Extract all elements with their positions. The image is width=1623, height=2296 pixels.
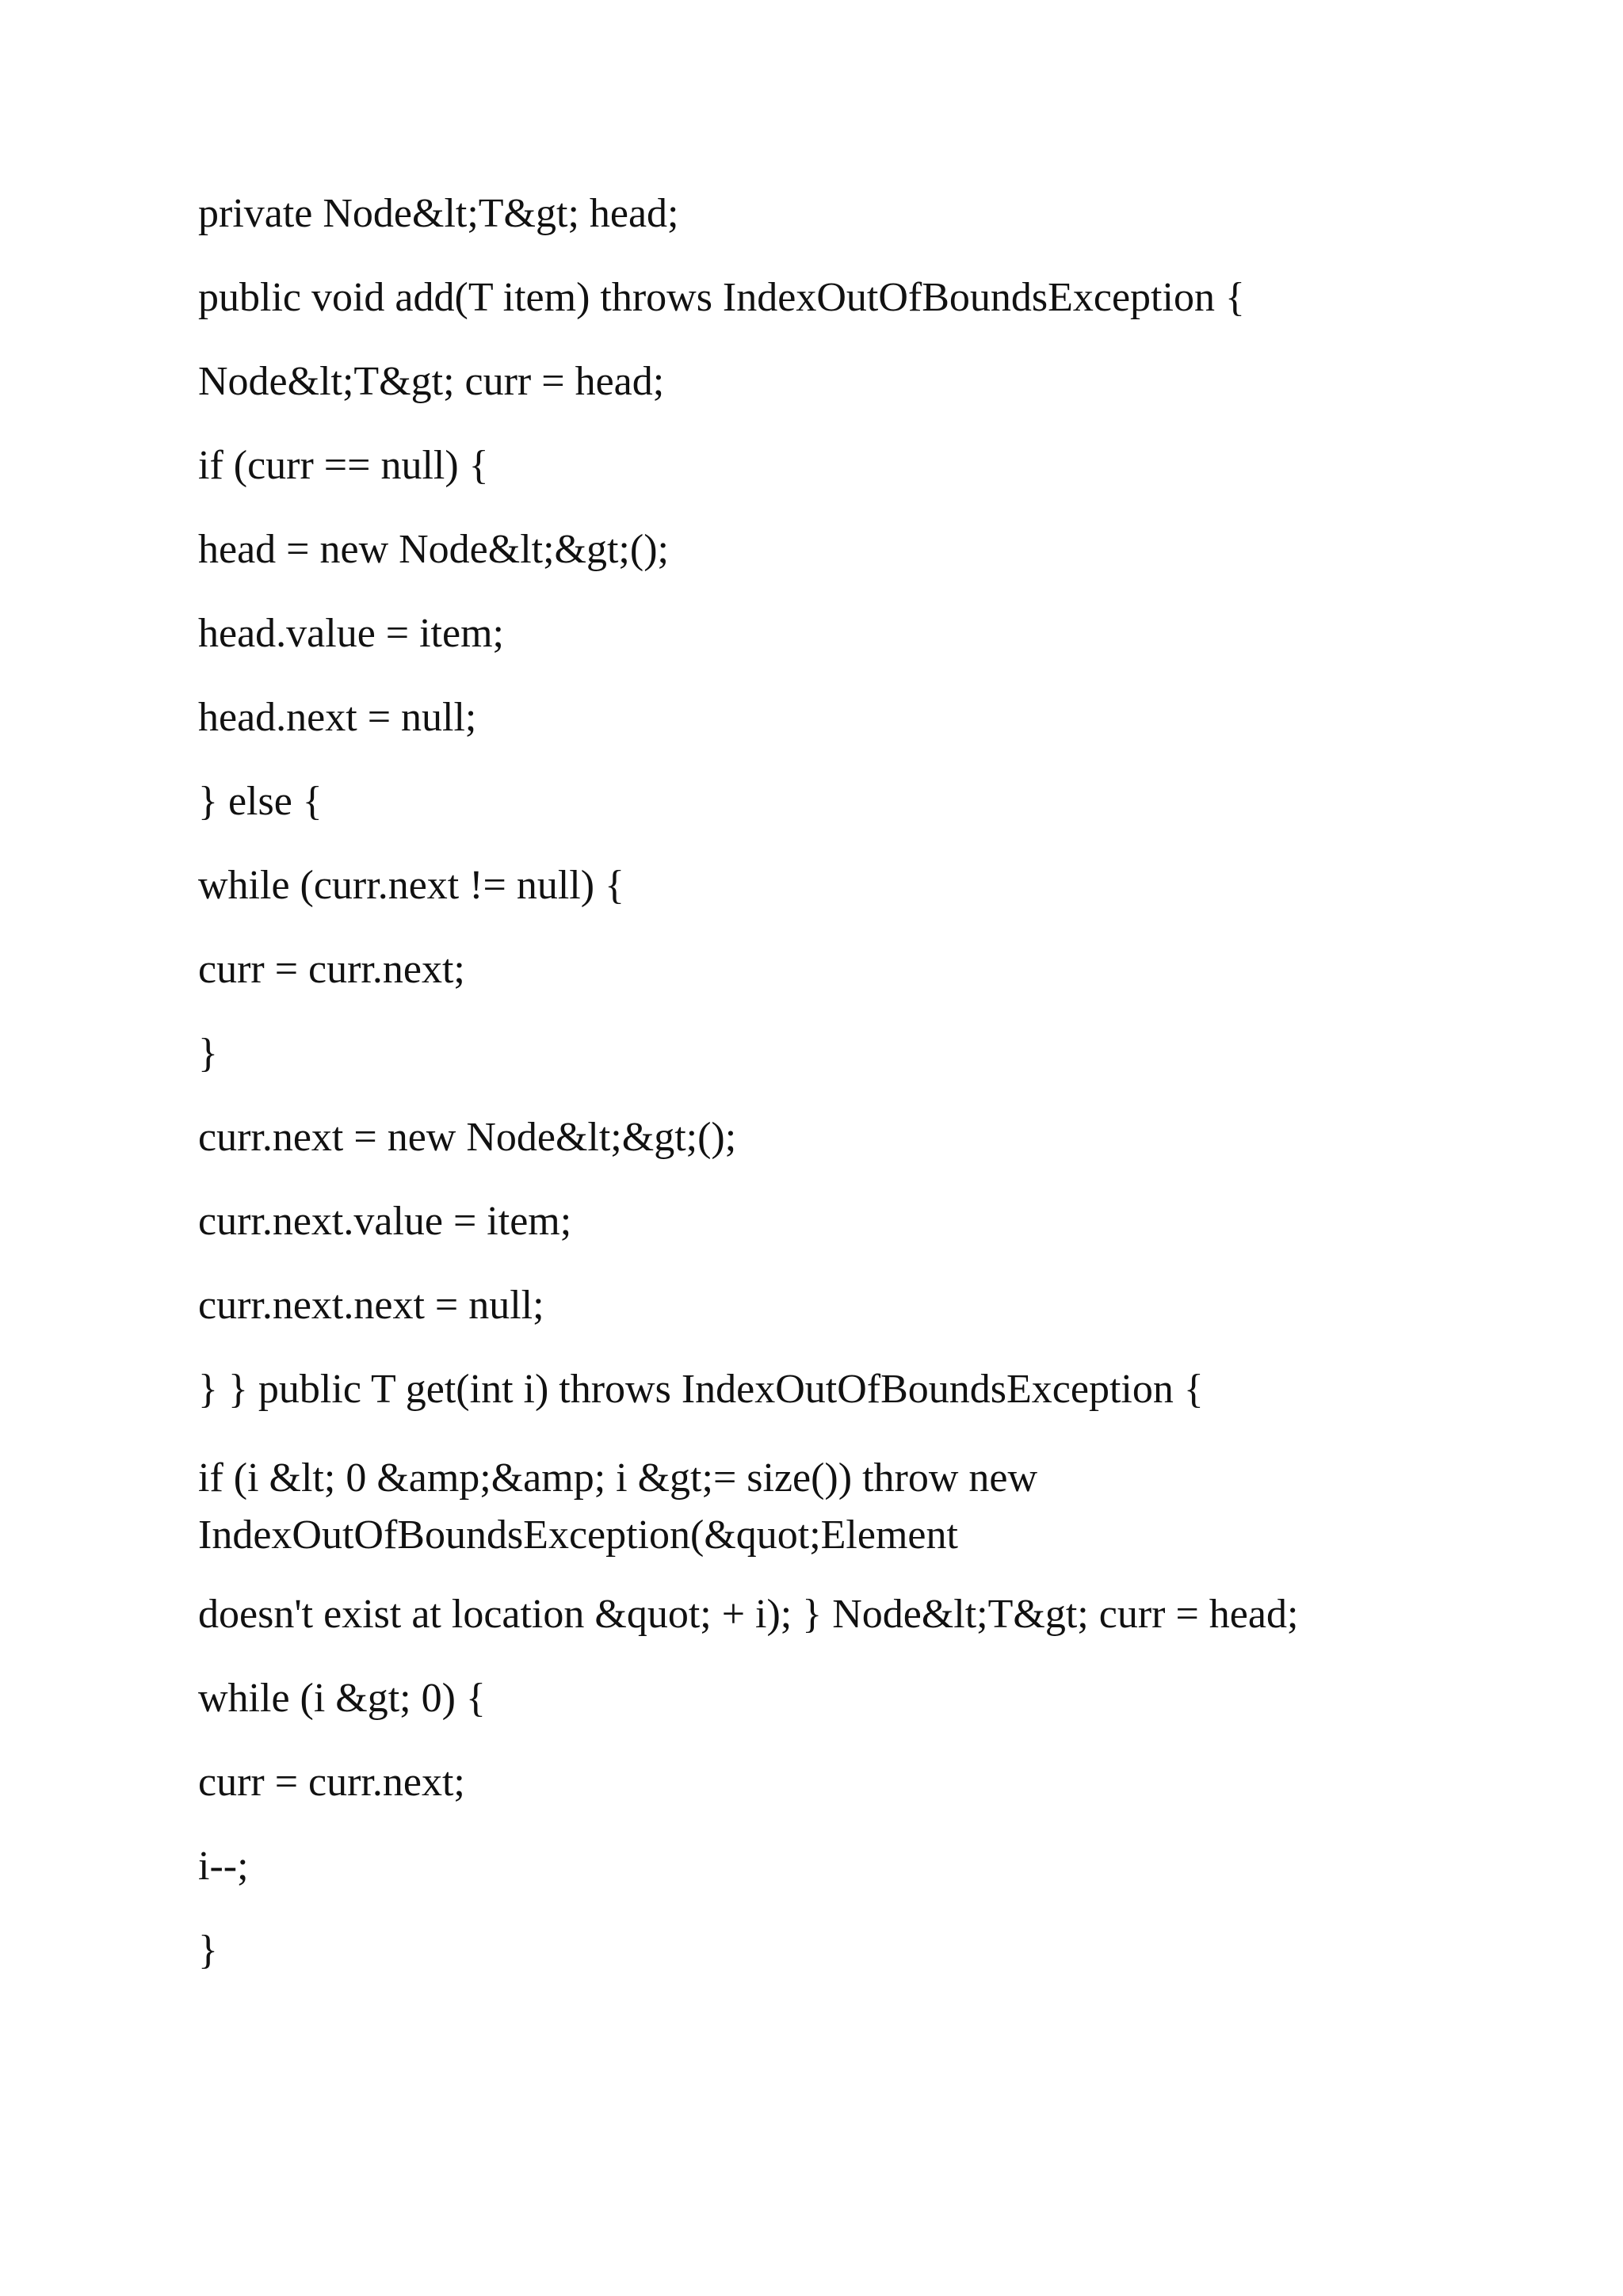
- code-line: head = new Node&lt;&gt;();: [198, 527, 669, 572]
- code-line: public void add(T item) throws IndexOutOfBoundsException {: [198, 275, 1245, 320]
- code-line: if (curr == null) {: [198, 443, 489, 488]
- code-line: curr = curr.next;: [198, 947, 465, 992]
- code-line: head.value = item;: [198, 611, 504, 656]
- code-line: head.next = null;: [198, 695, 477, 740]
- code-line: }: [198, 1031, 218, 1076]
- code-line: i--;: [198, 1844, 249, 1889]
- code-line: curr.next.value = item;: [198, 1199, 572, 1244]
- code-line: curr.next.next = null;: [198, 1283, 544, 1328]
- code-line: } else {: [198, 779, 323, 824]
- code-line: while (i &gt; 0) {: [198, 1676, 486, 1721]
- code-line: curr.next = new Node&lt;&gt;();: [198, 1115, 737, 1160]
- code-line: curr = curr.next;: [198, 1760, 465, 1805]
- code-line: Node&lt;T&gt; curr = head;: [198, 359, 665, 404]
- code-line: while (curr.next != null) {: [198, 863, 625, 908]
- code-line: private Node&lt;T&gt; head;: [198, 191, 679, 236]
- code-line: doesn't exist at location &quot; + i); } Node&lt;T&gt; curr = head;: [198, 1592, 1299, 1637]
- code-line: }: [198, 1928, 218, 1973]
- code-line-wrapped: if (i &lt; 0 &amp;&amp; i &gt;= size()) throw new IndexOutOfBoundsException(&quot;Element: [198, 1455, 1038, 1558]
- code-line: } } public T get(int i) throws IndexOutOfBoundsException {: [198, 1367, 1204, 1412]
- code-text-block: [198, 190, 1450, 2011]
